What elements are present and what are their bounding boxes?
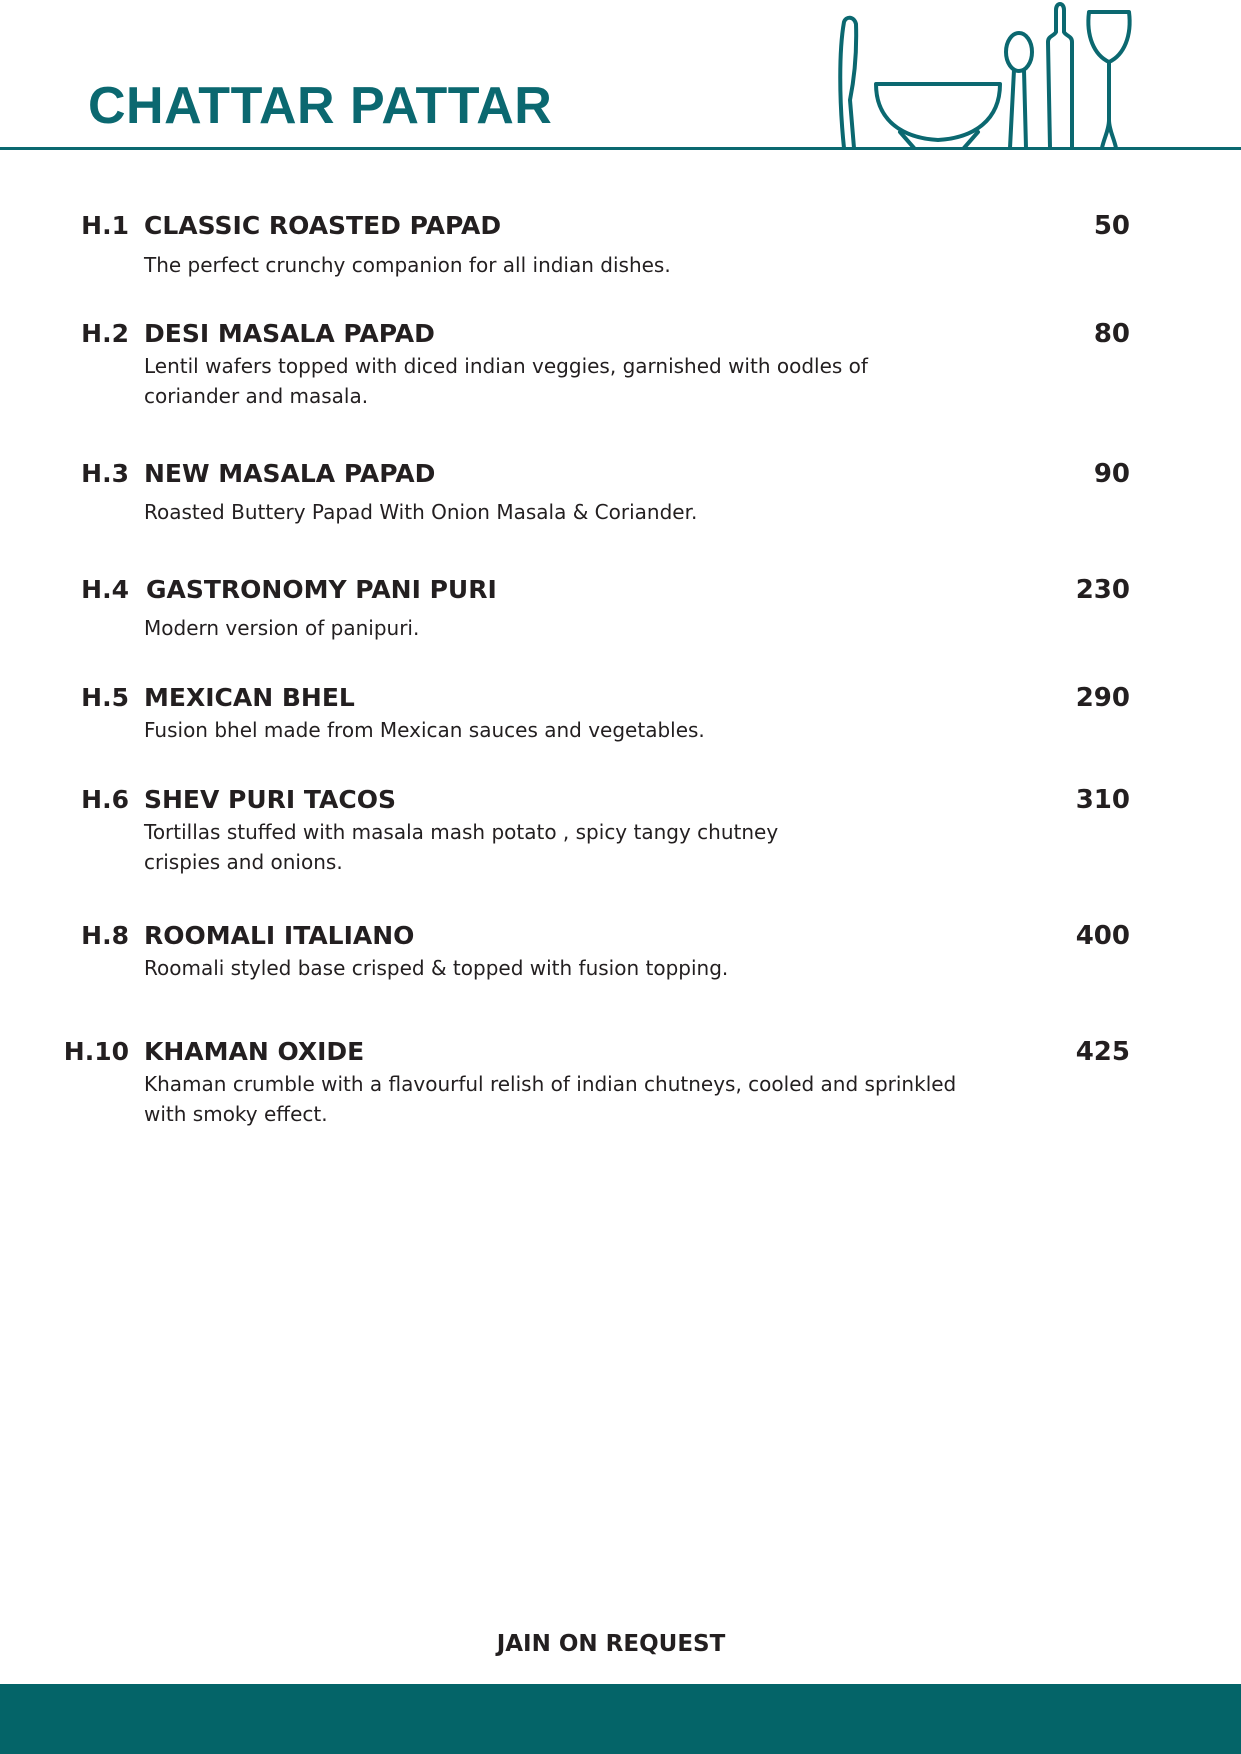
- item-code: H.5: [81, 683, 129, 712]
- item-name: DESI MASALA PAPAD: [144, 319, 435, 348]
- item-price: 90: [1093, 459, 1130, 489]
- item-name: CLASSIC ROASTED PAPAD: [144, 211, 502, 240]
- item-price: 80: [1093, 319, 1130, 349]
- item-price: 425: [1075, 1037, 1130, 1067]
- item-code: H.10: [63, 1037, 129, 1066]
- item-price: 400: [1075, 921, 1130, 951]
- item-description: Roasted Buttery Papad With Onion Masala & Coriander.: [144, 500, 698, 524]
- item-code: H.6: [81, 785, 129, 814]
- tableware-illustration-icon: [834, 0, 1134, 150]
- item-description: The perfect crunchy companion for all indian dishes.: [144, 253, 671, 277]
- item-name: SHEV PURI TACOS: [144, 785, 397, 814]
- item-description: Lentil wafers topped with diced indian veggies, garnished with oodles of coriander and masala.: [144, 354, 868, 408]
- item-description: Tortillas stuffed with masala mash potato , spicy tangy chutney crispies and onions.: [144, 820, 779, 874]
- page-title: CHATTAR PATTAR: [88, 77, 553, 135]
- jain-on-request-note: JAIN ON REQUEST: [496, 1631, 726, 1657]
- item-code: H.4: [81, 575, 129, 604]
- item-code: H.2: [81, 319, 129, 348]
- item-description: Fusion bhel made from Mexican sauces and vegetables.: [144, 718, 705, 742]
- item-price: 290: [1075, 683, 1130, 713]
- header-divider: [0, 147, 1241, 150]
- item-price: 50: [1093, 211, 1130, 241]
- item-name: MEXICAN BHEL: [144, 683, 355, 712]
- item-name: ROOMALI ITALIANO: [144, 921, 415, 950]
- item-description: Khaman crumble with a flavourful relish of indian chutneys, cooled and sprinkled with smoky effect.: [144, 1072, 957, 1126]
- item-name: NEW MASALA PAPAD: [144, 459, 436, 488]
- item-code: H.3: [81, 459, 129, 488]
- item-description: Roomali styled base crisped & topped with fusion topping.: [144, 956, 729, 980]
- item-price: 310: [1075, 785, 1130, 815]
- item-name: KHAMAN OXIDE: [144, 1037, 365, 1066]
- item-price: 230: [1075, 575, 1130, 605]
- item-code: H.8: [81, 921, 129, 950]
- item-code: H.1: [81, 211, 129, 240]
- item-description: Modern version of panipuri.: [144, 616, 420, 640]
- footer-band: [0, 1684, 1241, 1754]
- item-name: GASTRONOMY PANI PURI: [146, 575, 497, 604]
